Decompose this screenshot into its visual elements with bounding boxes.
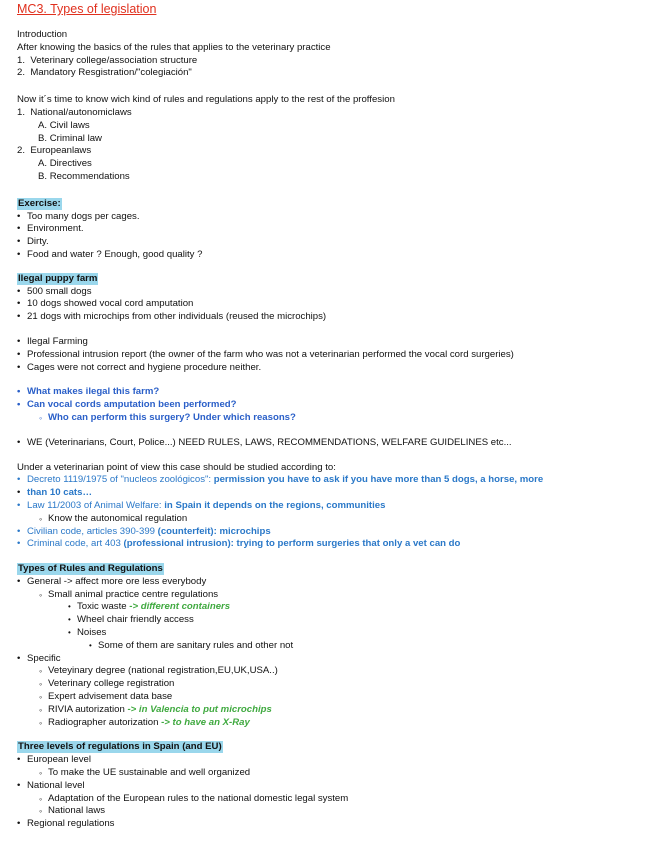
document-page bbox=[17, 0, 642, 831]
decreto-item: • Decreto 1119/1975 of "nucleos zoológicos": permission you have to ask if you have more than 5 dogs, a horse, more bbox=[17, 474, 642, 487]
puppy-item: • 500 small dogs bbox=[17, 286, 642, 299]
types-specific-item: ◦ Radiographer autorization -> to have an X-Ray bbox=[17, 717, 642, 730]
puppy-question: • Can vocal cords amputation been performed? bbox=[17, 399, 642, 412]
vet-line: Under a veterinarian point of view this case should be studied according to: bbox=[17, 461, 336, 473]
types-specific-item: ◦ Veterinary college registration bbox=[17, 678, 642, 691]
puppy-heading: Ilegal puppy farm bbox=[18, 272, 98, 284]
puppy-question: • What makes ilegal this farm? bbox=[17, 386, 642, 399]
levels-european-sub: ◦ To make the UE sustainable and well organized bbox=[17, 767, 642, 780]
page-title: MC3. Types of legislation bbox=[17, 2, 157, 16]
rules-item-2: 2. Europeanlaws bbox=[17, 145, 92, 157]
puppy-question: ◦ Who can perform this surgery? Under which reasons? bbox=[17, 412, 642, 425]
intro-item-1: 1. Veterinary college/association structure bbox=[17, 54, 198, 66]
levels-heading: Three levels of regulations in Spain (and EU) bbox=[18, 741, 222, 753]
types-heading: Types of Rules and Regulations bbox=[18, 563, 163, 575]
levels-national-sub: ◦ Adaptation of the European rules to the national domestic legal system bbox=[17, 793, 642, 806]
rules-line: Now it´s time to know wich kind of rules and regulations apply to the rest of the proffesion bbox=[17, 94, 395, 106]
rules-item-2b: B. Recommendations bbox=[38, 170, 130, 182]
exercise-heading: Exercise: bbox=[18, 197, 61, 209]
levels-european: • European level bbox=[17, 754, 642, 767]
decreto-item-cont: • than 10 cats… bbox=[17, 487, 642, 500]
exercise-item: • Too many dogs per cages. bbox=[17, 211, 642, 224]
intro-line: After knowing the basics of the rules that applies to the veterinary practice bbox=[17, 41, 331, 53]
types-noises: • Noises bbox=[17, 627, 642, 640]
levels-national: • National level bbox=[17, 780, 642, 793]
civil-code-item: • Civilian code, articles 390-399 (counterfeit): microchips bbox=[17, 526, 642, 539]
law-subitem: ◦ Know the autonomical regulation bbox=[17, 513, 642, 526]
puppy-item: • Professional intrusion report (the owner of the farm who was not a veterinarian performed the vocal cord surgeries) bbox=[17, 349, 642, 362]
puppy-item: • 10 dogs showed vocal cord amputation bbox=[17, 298, 642, 311]
rules-item-1: 1. National/autonomiclaws bbox=[17, 106, 132, 118]
types-wheel: • Wheel chair friendly access bbox=[17, 614, 642, 627]
types-specific: • Specific bbox=[17, 653, 642, 666]
intro-item-2: 2. Mandatory Resgistration/"colegiación" bbox=[17, 67, 192, 79]
types-toxic: • Toxic waste -> different containers bbox=[17, 601, 642, 614]
puppy-item: • Cages were not correct and hygiene procedure neither. bbox=[17, 362, 642, 375]
types-small-animal: ◦ Small animal practice centre regulations bbox=[17, 589, 642, 602]
exercise-item: • Dirty. bbox=[17, 236, 642, 249]
exercise-item: • Food and water ? Enough, good quality ? bbox=[17, 249, 642, 262]
levels-national-sub: ◦ National laws bbox=[17, 805, 642, 818]
puppy-item: • Ilegal Farming bbox=[17, 336, 642, 349]
types-specific-item: ◦ Veteyinary degree (national registration,EU,UK,USA..) bbox=[17, 665, 642, 678]
types-specific-item: ◦ Expert advisement data base bbox=[17, 691, 642, 704]
types-general: • General -> affect more ore less everybody bbox=[17, 576, 642, 589]
intro-heading: Introduction bbox=[17, 29, 68, 40]
we-need-rules: • WE (Veterinarians, Court, Police...) NEED RULES, LAWS, RECOMMENDATIONS, WELFARE GUIDELINES etc... bbox=[17, 437, 642, 450]
rules-item-1a: A. Civil laws bbox=[38, 119, 90, 131]
rules-item-2a: A. Directives bbox=[38, 158, 92, 170]
puppy-item: • 21 dogs with microchips from other individuals (reused the microchips) bbox=[17, 311, 642, 324]
types-sanitary: • Some of them are sanitary rules and other not bbox=[17, 640, 642, 653]
types-specific-item: ◦ RIVIA autorization -> in Valencia to put microchips bbox=[17, 704, 642, 717]
law-item: • Law 11/2003 of Animal Welfare: in Spain it depends on the regions, communities bbox=[17, 500, 642, 513]
levels-regional: • Regional regulations bbox=[17, 818, 642, 831]
criminal-code-item: • Criminal code, art 403 (professional intrusion): trying to perform surgeries that only a vet can do bbox=[17, 538, 642, 551]
exercise-item: • Environment. bbox=[17, 223, 642, 236]
rules-item-1b: B. Criminal law bbox=[38, 132, 102, 144]
